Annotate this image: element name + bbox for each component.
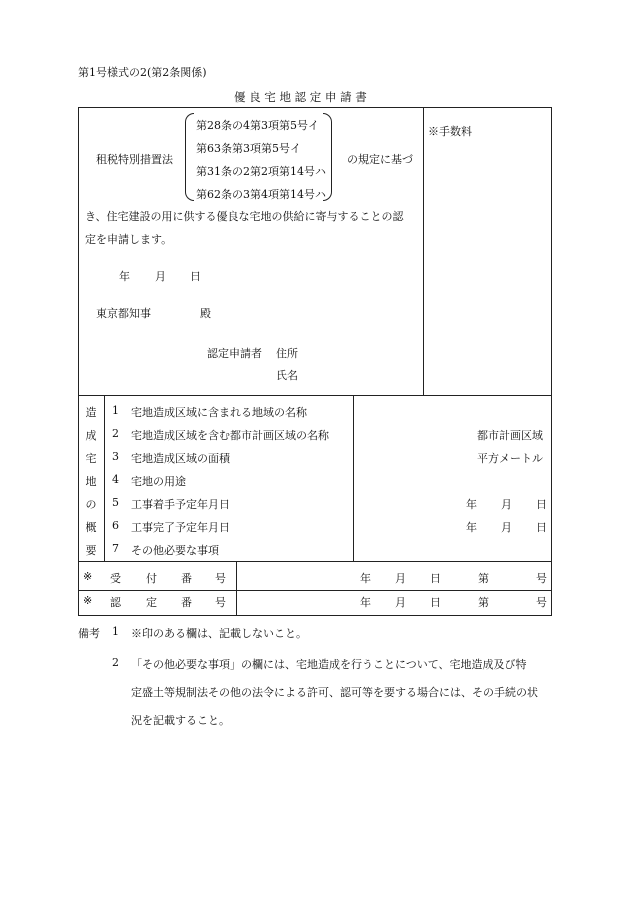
item-value: 都市計画区域 (477, 429, 543, 442)
reception-divider (236, 561, 237, 616)
certification-dai: 第 (478, 596, 489, 609)
provision-4: 第62条の3第4項第14号ハ (196, 188, 326, 201)
side-label-char: 概 (85, 521, 97, 534)
side-label-char: 地 (85, 475, 97, 488)
applicant-label: 認定申請者 (207, 347, 262, 360)
certification-month: 月 (395, 596, 406, 609)
certification-char: 認 (110, 596, 121, 609)
value-year: 年 (466, 498, 477, 511)
fee-column-divider (423, 107, 424, 395)
form-title: 優 良 宅 地 認 定 申 請 書 (234, 90, 367, 104)
reception-dai: 第 (478, 572, 489, 585)
form-number: 第1号様式の2(第2条関係) (78, 66, 207, 79)
certification-char: 番 (181, 596, 192, 609)
certification-char: 定 (146, 596, 157, 609)
body-line-2: 定を申請します。 (85, 233, 173, 246)
notes-label: 備考 (78, 627, 100, 640)
section-divider-2 (78, 561, 552, 562)
name-label: 氏名 (276, 369, 298, 382)
reception-char: 号 (215, 572, 226, 585)
item-number: 1 (112, 404, 119, 417)
left-brace (185, 113, 194, 201)
item-label: 工事着手予定年月日 (131, 498, 230, 511)
body-line-1: き、住宅建設の用に供する優良な宅地の供給に寄与することの認 (85, 210, 404, 223)
side-label-char: の (85, 498, 97, 511)
item-value: 平方メートル (477, 452, 543, 465)
item-label: 宅地造成区域を含む都市計画区域の名称 (131, 429, 329, 442)
side-label-char: 宅 (85, 452, 97, 465)
item-number: 5 (112, 496, 119, 509)
item-number: 4 (112, 473, 119, 486)
value-day: 日 (536, 498, 547, 511)
reception-month: 月 (395, 572, 406, 585)
value-year: 年 (466, 521, 477, 534)
summary-value-divider (353, 395, 354, 561)
certification-mark: ※ (83, 594, 93, 607)
item-label: 宅地造成区域の面積 (131, 452, 230, 465)
provision-3: 第31条の2第2項第14号ハ (196, 165, 326, 178)
reception-row-divider (78, 590, 552, 591)
item-label: 宅地造成区域に含まれる地域の名称 (131, 406, 307, 419)
item-label: 工事完了予定年月日 (131, 521, 230, 534)
date-year: 年 (119, 270, 130, 283)
provision-2: 第63条第3項第5号イ (196, 142, 301, 155)
side-label-char: 成 (85, 429, 97, 442)
item-number: 2 (112, 427, 119, 440)
value-day: 日 (536, 521, 547, 534)
certification-day: 日 (430, 596, 441, 609)
note-line: 「その他必要な事項」の欄には、宅地造成を行うことについて、宅地造成及び特 (131, 658, 527, 671)
based-on-text: の規定に基づ (347, 153, 413, 166)
certification-year: 年 (360, 596, 371, 609)
note-line: 定盛土等規制法その他の法令による許可、認可等を要する場合には、その手続の状 (131, 686, 538, 699)
item-number: 6 (112, 519, 119, 532)
provision-1: 第28条の4第3項第5号イ (196, 119, 319, 132)
address-label: 住所 (276, 347, 298, 360)
side-label-char: 要 (85, 544, 97, 557)
note-number: 2 (112, 656, 119, 669)
fee-label: ※手数料 (428, 125, 472, 138)
reception-char: 番 (181, 572, 192, 585)
form-table (78, 107, 552, 616)
date-month: 月 (155, 270, 166, 283)
note-line: 況を記載すること。 (131, 714, 230, 727)
date-day: 日 (190, 270, 201, 283)
reception-year: 年 (360, 572, 371, 585)
addressee: 東京都知事 (96, 307, 151, 320)
summary-side-divider (104, 395, 105, 561)
note-line: ※印のある欄は、記載しないこと。 (131, 627, 307, 640)
value-month: 月 (501, 498, 512, 511)
certification-go: 号 (536, 596, 547, 609)
law-name: 租税特別措置法 (96, 153, 173, 166)
item-label: その他必要な事項 (131, 544, 219, 557)
reception-mark: ※ (83, 570, 93, 583)
item-label: 宅地の用途 (131, 475, 186, 488)
side-label-char: 造 (85, 406, 97, 419)
value-month: 月 (501, 521, 512, 534)
honorific: 殿 (200, 307, 211, 320)
item-number: 7 (112, 542, 119, 555)
reception-day: 日 (430, 572, 441, 585)
reception-char: 受 (110, 572, 121, 585)
reception-char: 付 (146, 572, 157, 585)
reception-go: 号 (536, 572, 547, 585)
note-number: 1 (112, 625, 119, 638)
section-divider-1 (78, 395, 552, 396)
item-number: 3 (112, 450, 119, 463)
certification-char: 号 (215, 596, 226, 609)
